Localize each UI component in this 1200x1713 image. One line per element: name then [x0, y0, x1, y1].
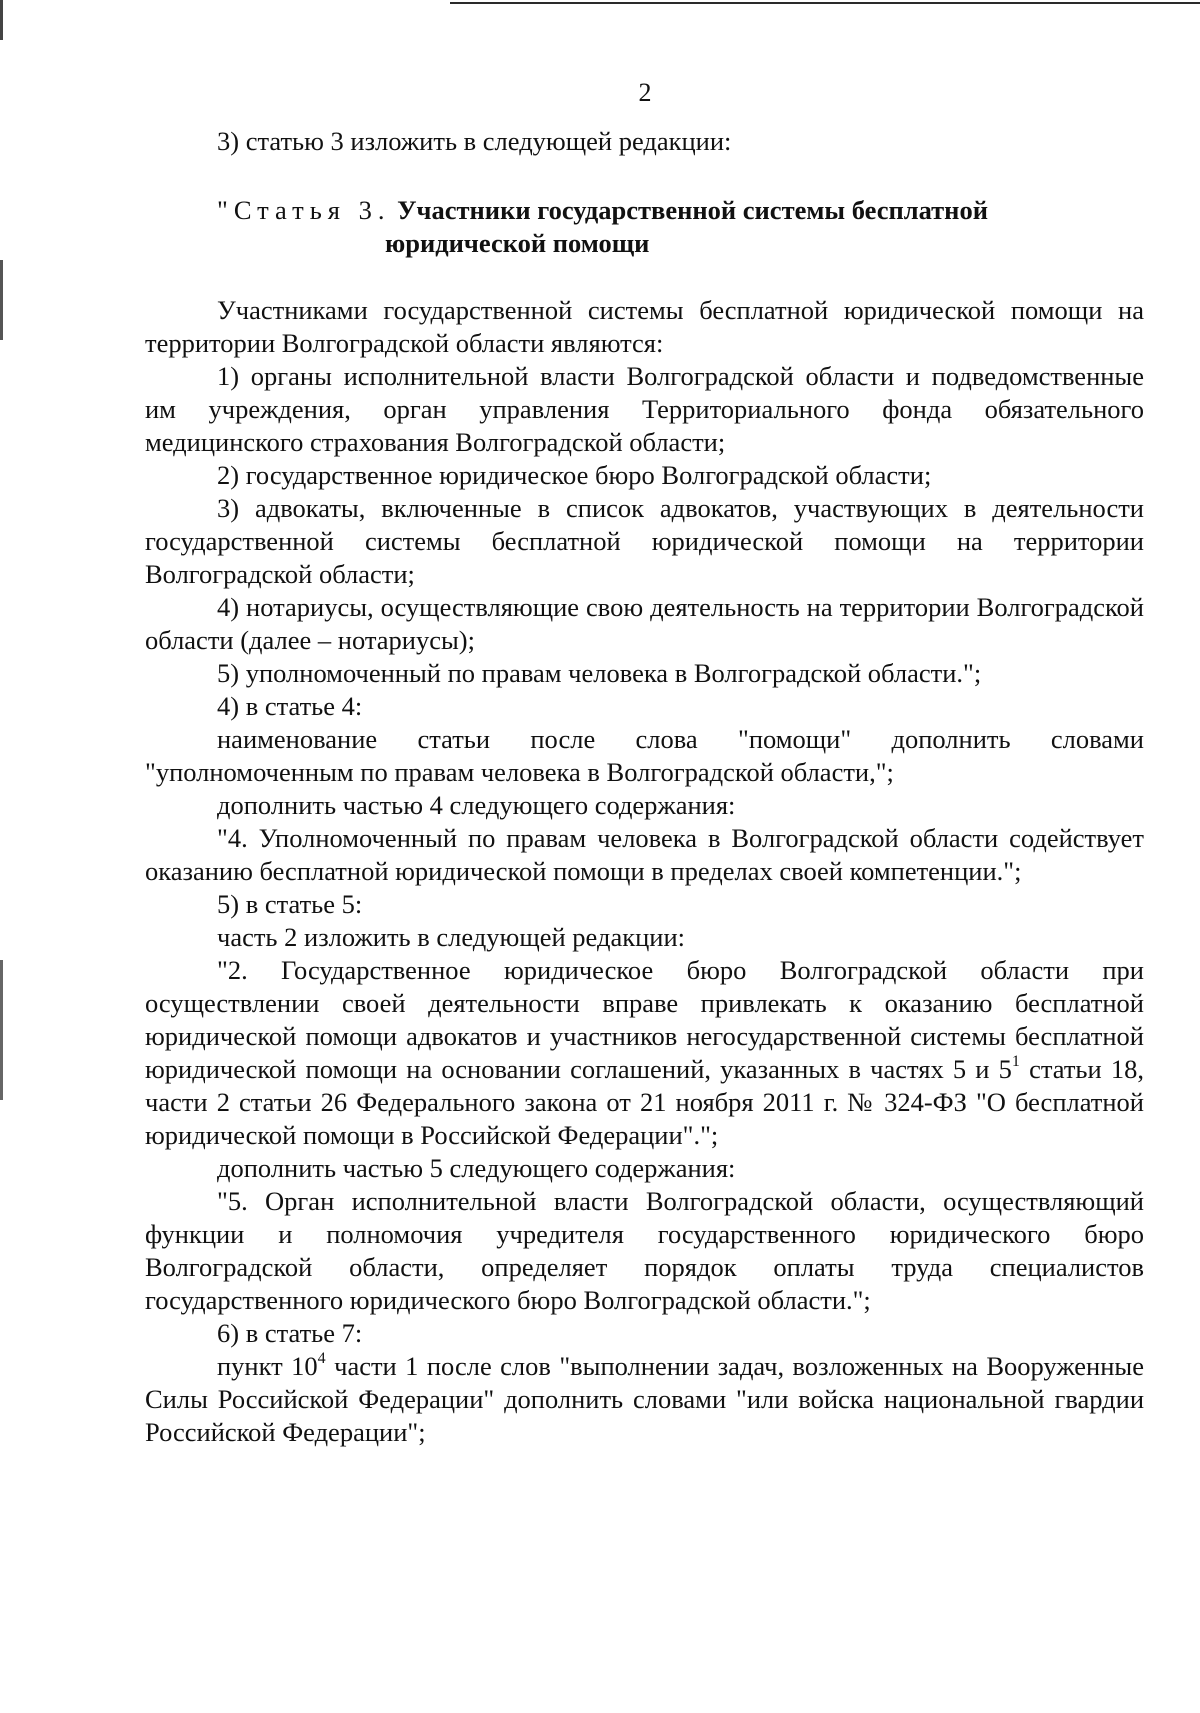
paragraph: 5) уполномоченный по правам человека в Волгоградской области."; — [217, 658, 982, 688]
superscript: 1 — [1011, 1053, 1020, 1071]
text-run: пункт 10 — [217, 1351, 318, 1381]
paragraph: часть 2 изложить в следующей редакции: — [217, 922, 685, 952]
paragraph: наименование статьи после слова "помощи" дополнить словами "уполномоченным по правам человека в Волгоградской области,"; — [145, 724, 1144, 787]
article-number: "Статья 3. — [217, 195, 391, 225]
text-run: статьи 18, части 2 статьи 26 Федерального закона от 21 ноября 2011 г. № 324-ФЗ "О бесплатной юридической помощи в Российской Федерации"."; — [145, 1054, 1144, 1150]
article-title-line2: юридической помощи — [385, 228, 650, 258]
paragraph: 6) в статье 7: — [217, 1318, 363, 1348]
paragraph: 4) нотариусы, осуществляющие свою деятельность на территории Волгоградской области (далее – нотариусы); — [145, 592, 1144, 655]
paragraph: 1) органы исполнительной власти Волгоградской области и подведомственные им учреждения, орган управления Территориального фонда обязательного медицинского страхования Волгоградской области; — [145, 361, 1144, 457]
scan-edge-mark — [0, 0, 3, 1713]
paragraph: 2) государственное юридическое бюро Волгоградской области; — [217, 460, 932, 490]
paragraph: 3) адвокаты, включенные в список адвокатов, участвующих в деятельности государственной системы бесплатной юридической помощи на территории Волгоградской области; — [145, 493, 1144, 589]
paragraph: дополнить частью 5 следующего содержания: — [217, 1153, 736, 1183]
page-number: 2 — [638, 78, 652, 107]
text-run: "2. Государственное юридическое бюро Волгоградской области при осуществлении своей деятельности вправе привлекать к оказанию бесплатной юридической помощи адвокатов и участников негосударственной системы бесплатной юридической помощи на основании соглашений, указанных в частях 5 и 5 — [145, 955, 1144, 1084]
paragraph-part2 — [145, 954, 1144, 1152]
document-body — [145, 125, 1144, 1449]
scan-border-line — [450, 2, 1200, 4]
article-heading — [145, 194, 1144, 260]
text-run: части 1 после слов "выполнении задач, возложенных на Вооруженные Силы Российской Федерации" дополнить словами "или войска национальной гвардии Российской Федерации"; — [145, 1351, 1144, 1447]
paragraph-item10 — [145, 1350, 1144, 1449]
paragraph: 4) в статье 4: — [217, 691, 363, 721]
paragraph: "5. Орган исполнительной власти Волгоградской области, осуществляющий функции и полномочия учредителя государственного юридического бюро Волгоградской области, определяет порядок оплаты труда специалистов государственного юридического бюро Волгоградской области."; — [145, 1186, 1144, 1315]
amendment-intro: 3) статью 3 изложить в следующей редакции: — [217, 126, 732, 156]
paragraph: Участниками государственной системы бесплатной юридической помощи на территории Волгоградской области являются: — [145, 295, 1144, 358]
article-title-line1: Участники государственной системы бесплатной — [397, 195, 988, 225]
paragraph: "4. Уполномоченный по правам человека в Волгоградской области содействует оказанию бесплатной юридической помощи в пределах своей компетенции."; — [145, 823, 1144, 886]
paragraph: 5) в статье 5: — [217, 889, 363, 919]
paragraph: дополнить частью 4 следующего содержания: — [217, 790, 736, 820]
superscript: 4 — [317, 1350, 326, 1368]
